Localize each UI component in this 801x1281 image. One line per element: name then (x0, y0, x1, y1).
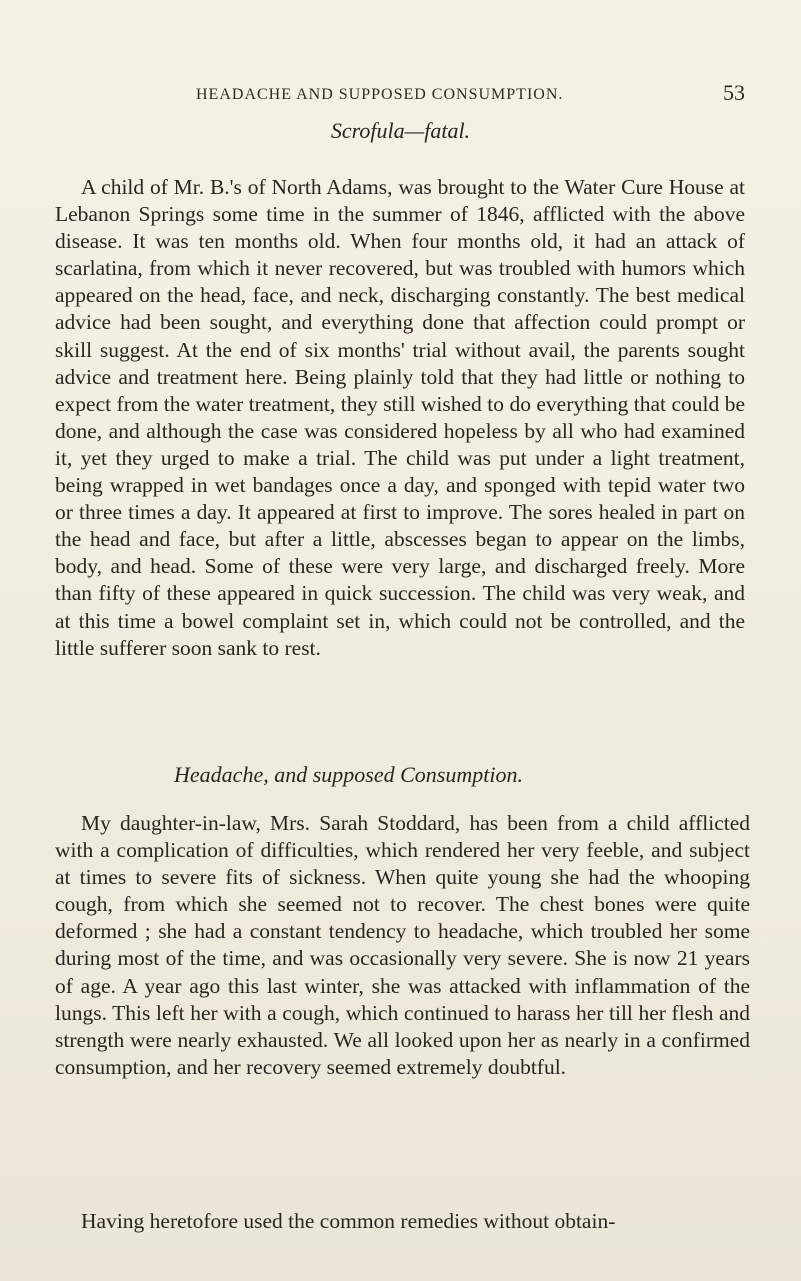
paragraph-scrofula-case: A child of Mr. B.'s of North Adams, was brought to the Water Cure House at Lebanon Springs some time in the summer of 1846, afflicted with the above disease. It was ten months old. When four months old, it had an attack of scarlatina, from which it never recovered, but was troubled with humors which appeared on the head, face, and neck, discharging constantly. The best medical advice had been sought, and everything done that affection could prompt or skill suggest. At the end of six months' trial without avail, the parents sought advice and treatment here. Being plainly told that they had little or nothing to expect from the water treatment, they still wished to do everything that could be done, and although the case was considered hopeless by all who had examined it, yet they urged to make a trial. The child was put under a light treatment, being wrapped in wet bandages once a day, and sponged with tepid water two or three times a day. It appeared at first to improve. The sores healed in part on the head and face, but after a little, abscesses began to appear on the limbs, body, and head. Some of these were very large, and discharged freely. More than fifty of these appeared in quick succession. The child was very weak, and at this time a bowel complaint set in, which could not be controlled, and the little sufferer soon sank to rest. (55, 175, 745, 660)
paragraph-headache-case: My daughter-in-law, Mrs. Sarah Stoddard, has been from a child afflicted with a complication of difficulties, which rendered her very feeble, and subject at times to severe fits of sickness. When quite young she had the whooping cough, from which she seemed not to recover. The chest bones were quite deformed ; she had a constant tendency to headache, which troubled her some during most of the time, and was occasionally very severe. She is now 21 years of age. A year ago this last winter, she was attacked with inflammation of the lungs. This left her with a cough, which continued to harass her till her flesh and strength were nearly exhausted. We all looked upon her as nearly in a confirmed consumption, and her recovery seemed extremely doubtful. (55, 811, 750, 1079)
section-heading-scrofula: Scrofula—fatal. (330, 118, 471, 143)
section-heading-headache: Headache, and supposed Consumption. (174, 762, 523, 787)
running-head: HEADACHE AND SUPPOSED CONSUMPTION. (196, 86, 564, 103)
page-number: 53 (723, 80, 745, 105)
paragraph-continuation: Having heretofore used the common remedies without obtain- (81, 1209, 616, 1233)
